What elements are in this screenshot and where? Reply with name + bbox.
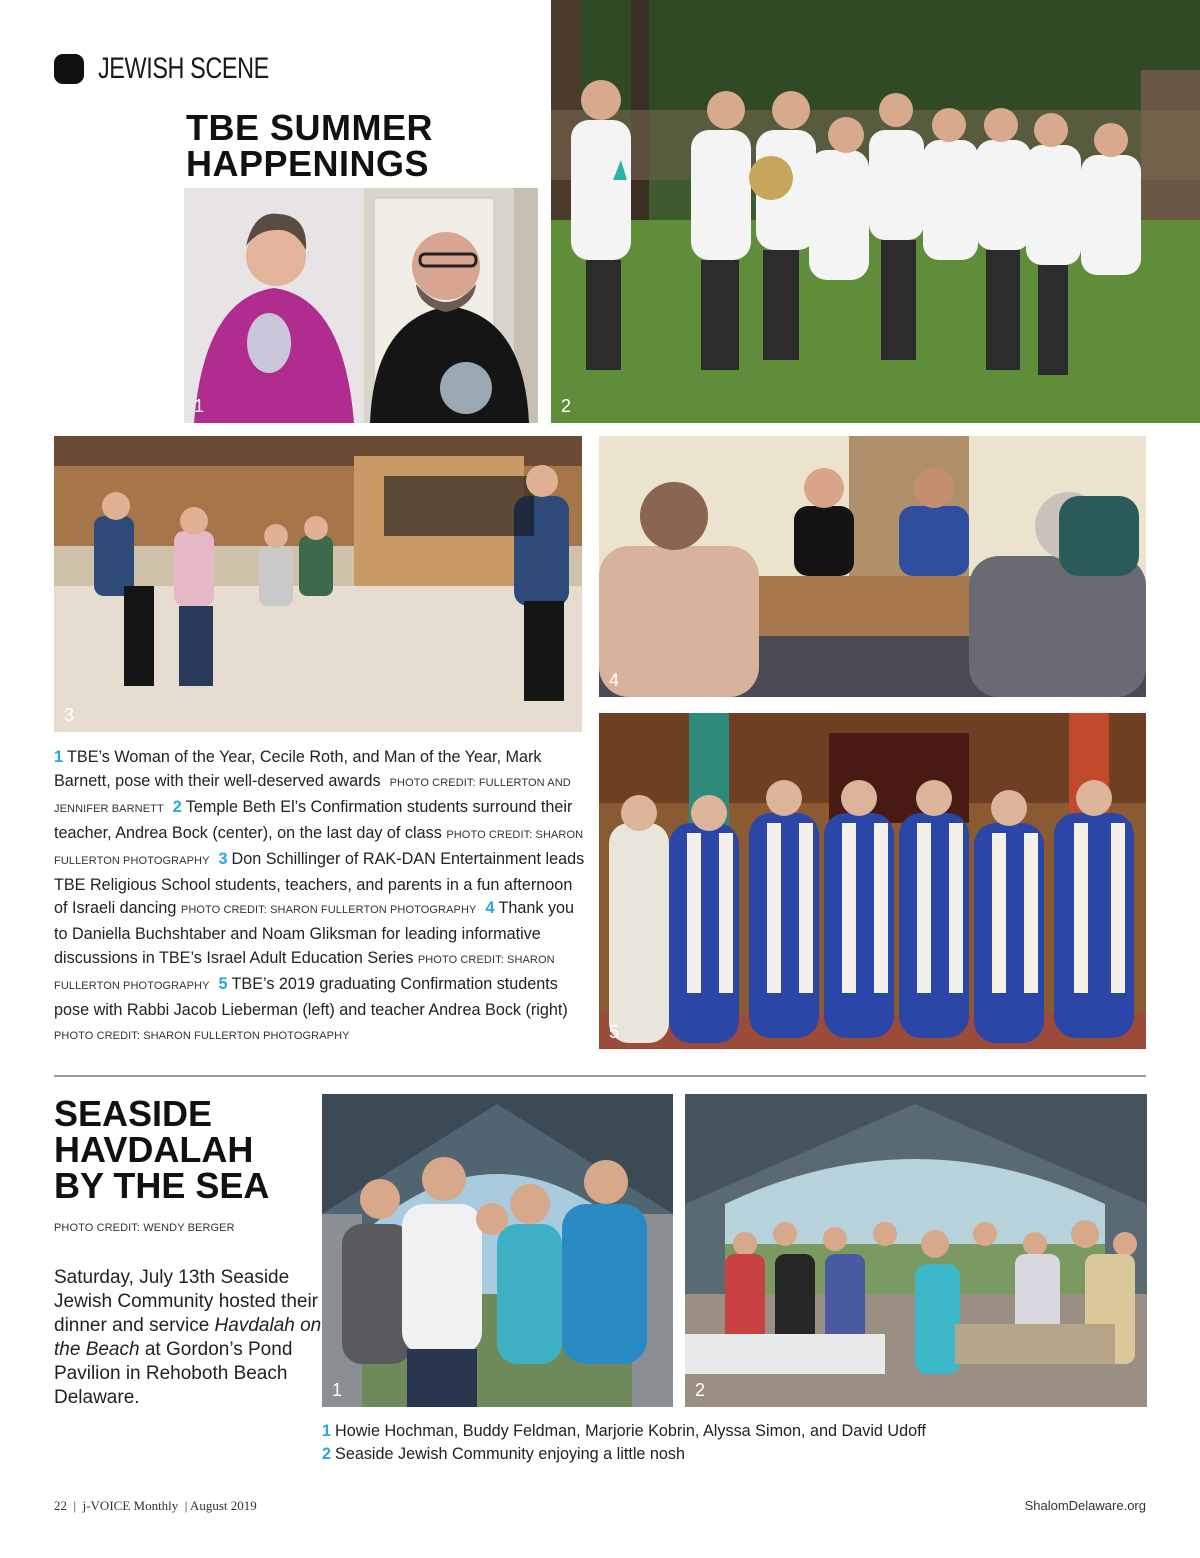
caption-text: Howie Hochman, Buddy Feldman, Marjorie Kobrin, Alyssa Simon, and David Udoff: [335, 1422, 926, 1440]
photo-captions: [54, 746, 590, 1049]
article-headline-seaside: [54, 1093, 270, 1206]
photo-credit: PHOTO CREDIT: SHARON FULLERTON PHOTOGRAPHY: [180, 904, 477, 917]
photo-number: 2: [561, 396, 572, 416]
headline-line-2: HAPPENINGS: [186, 143, 430, 184]
photo-number: 3: [64, 705, 75, 725]
photo-adult-education-discussion: [599, 436, 1146, 697]
footer-folio: 22 | j-VOICE Monthly | August 2019: [54, 1498, 257, 1513]
caption-number: 5: [218, 975, 228, 994]
caption-line: [322, 1443, 926, 1466]
headline-line-1: SEASIDE: [54, 1093, 213, 1134]
section-divider: [54, 1075, 1146, 1077]
caption-number: 1: [54, 748, 64, 766]
body-text: Saturday, July 13th Seaside Jewish Community hosted their dinner and service: [54, 1267, 318, 1336]
caption-number: 4: [485, 899, 495, 918]
headline-line-3: BY THE SEA: [54, 1165, 270, 1206]
caption-text: TBE’s 2019 graduating Confirmation students pose with Rabbi Jacob Lieberman (left) and teacher Andrea Bock (right): [54, 975, 568, 1020]
headline-line-2: HAVDALAH: [54, 1129, 254, 1170]
footer-website: ShalomDelaware.org: [1024, 1498, 1146, 1513]
section-bullet-icon: [54, 54, 84, 84]
photo-credit: PHOTO CREDIT: FULLERTON AND JENNIFER BARNETT: [54, 776, 571, 815]
caption-text: Seaside Jewish Community enjoying a little nosh: [335, 1445, 686, 1463]
photo-credit: PHOTO CREDIT: SHARON FULLERTON PHOTOGRAPHY: [54, 1029, 350, 1042]
photo-credit: PHOTO CREDIT: SHARON FULLERTON PHOTOGRAPHY: [54, 954, 555, 993]
photo-havdalah-group: [322, 1094, 673, 1407]
photo-award-recipients: [184, 188, 538, 423]
caption-number: 2: [172, 797, 182, 816]
article-headline: [186, 107, 433, 184]
event-name: Havdalah on the Beach: [54, 1315, 322, 1360]
photo-graduating-class: [599, 713, 1146, 1049]
seaside-captions: [322, 1420, 926, 1466]
caption-number: 2: [322, 1445, 332, 1463]
section-label: JEWISH SCENE: [98, 52, 269, 85]
photo-israeli-dancing: [54, 436, 582, 732]
section-tag: [54, 52, 317, 86]
photo-number: 4: [609, 670, 620, 690]
photo-confirmation-students-outdoors: [551, 0, 1200, 423]
caption-text: TBE’s Woman of the Year, Cecile Roth, and Man of the Year, Mark Barnett, pose with their well-deserved awards: [54, 748, 542, 790]
caption-number: 1: [322, 1422, 332, 1440]
caption-text: Temple Beth El’s Confirmation students surround their teacher, Andrea Bock (center), on the last day of class: [54, 797, 573, 842]
photo-number: 5: [609, 1022, 620, 1042]
photo-credit: PHOTO CREDIT: WENDY BERGER: [54, 1222, 235, 1234]
photo-number: 2: [695, 1380, 706, 1400]
caption-text: Thank you to Daniella Buchshtaber and Noam Gliksman for leading informative discussions in TBE’s Israel Adult Education Series: [54, 899, 575, 968]
article-body: [54, 1266, 324, 1410]
headline-line-1: TBE SUMMER: [186, 107, 433, 148]
caption-number: 3: [218, 849, 228, 868]
photo-number: 1: [332, 1380, 343, 1400]
caption-line: [322, 1420, 926, 1443]
photo-number: 1: [194, 396, 205, 416]
photo-credit: PHOTO CREDIT: SHARON FULLERTON PHOTOGRAPHY: [54, 828, 584, 867]
body-text: at Gordon’s Pond Pavilion in Rehoboth Beach Delaware.: [54, 1339, 293, 1408]
caption-text: Don Schillinger of RAK-DAN Entertainment leads TBE Religious School students, teachers, and parents in a fun afternoon of Israeli dancing: [54, 849, 585, 918]
photo-seaside-crowd: [685, 1094, 1147, 1407]
